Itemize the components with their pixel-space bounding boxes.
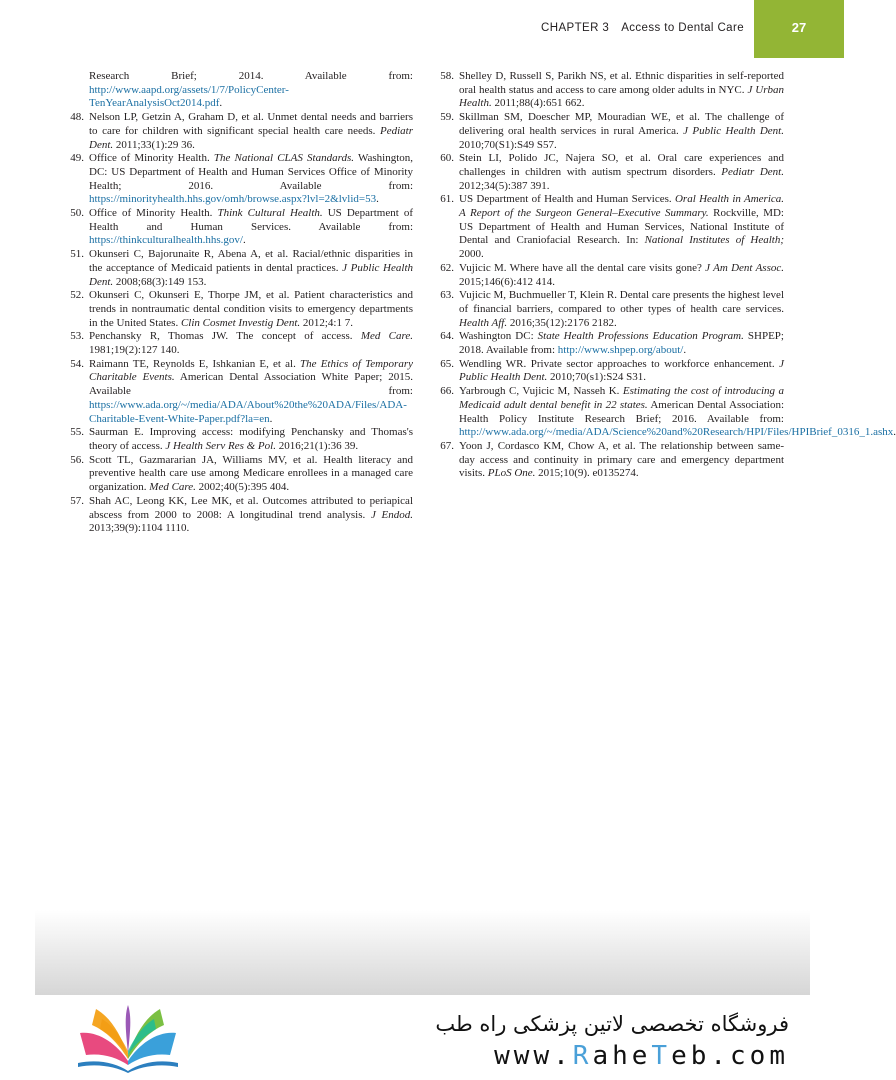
reference-text: .: [219, 97, 223, 110]
reference-text: .: [376, 193, 379, 206]
reference-journal: J Public Health Dent.: [89, 261, 413, 288]
reference-entry: [436, 358, 784, 385]
reference-text: Rockville, MD: US Department of Health and Human Services, National Institute of Dental and Craniofacial Research. In:: [459, 207, 784, 247]
reference-number: 67.: [440, 439, 454, 452]
page-number: 27: [791, 20, 807, 35]
reference-entry: [66, 426, 413, 453]
references-column-right: [436, 70, 896, 481]
reference-text: Raimann TE, Reynolds E, Ishkanian E, et al.: [89, 357, 301, 370]
reference-journal: Med Care.: [360, 330, 414, 343]
reference-number: 49.: [70, 152, 84, 165]
page-header: [0, 0, 844, 58]
reference-text: .: [269, 412, 273, 425]
reference-text: American Dental Association White Paper; 2015. Available from:: [89, 371, 413, 398]
reference-entry: [436, 440, 784, 481]
reference-link[interactable]: http://www.aapd.org/assets/1/7/PolicyCenter-TenYearAnalysisOct2014.pdf: [89, 83, 289, 110]
reference-text: Skillman SM, Doescher MP, Mouradian WE, et al. The challenge of delivering oral health services in rural America.: [459, 111, 784, 137]
reference-text: Okunseri C, Bajorunaite R, Abena A, et al. Racial/ethnic disparities in the acceptance of Medicaid patients in dental practices.: [89, 248, 413, 274]
reference-journal: Med Care.: [149, 481, 196, 494]
reference-text: 2015;146(6):412 414.: [459, 275, 555, 288]
reference-text: .: [893, 426, 896, 439]
reference-number: 52.: [70, 289, 84, 302]
reference-text: Okunseri C, Okunseri E, Thorpe JM, et al. Patient characteristics and trends in nontraumatic dental condition visits to emergency departments in the United States.: [89, 289, 413, 329]
reference-journal: J Public Health Dent.: [459, 357, 784, 384]
reference-text: Yarbrough C, Vujicic M, Nasseh K.: [459, 385, 623, 398]
reference-journal: PLoS One.: [487, 467, 536, 480]
reference-text: 2016;35(12):2176 2182.: [507, 316, 617, 329]
reference-entry: [66, 111, 413, 152]
references-column-left: [66, 70, 413, 536]
reference-number: 60.: [440, 152, 454, 165]
reference-journal: Clin Cosmet Investig Dent.: [180, 316, 301, 329]
site-letter-r: R: [572, 1041, 593, 1071]
reference-text: Penchansky R, Thomas JW. The concept of access.: [89, 330, 361, 343]
reference-entry: [436, 330, 784, 357]
reference-number: 61.: [440, 193, 454, 206]
reference-text: Wendling WR. Private sector approaches to workforce enhancement.: [459, 357, 780, 370]
reference-text: Yoon J, Cordasco KM, Chow A, et al. The relationship between same-day access and continuity in primary care and emergency department visits.: [459, 439, 784, 480]
reference-journal: Pediatr Dent.: [721, 165, 784, 178]
reference-entry: [66, 70, 413, 111]
reference-link[interactable]: https://www.ada.org/~/media/ADA/About%20the%20ADA/Files/ADA-Charitable-Event-White-Paper.pdf?la=en: [89, 398, 407, 425]
reference-entry: [436, 152, 784, 193]
reference-link[interactable]: http://www.shpep.org/about/: [557, 344, 684, 357]
reference-number: 56.: [70, 453, 84, 466]
reference-text: 1981;19(2):127 140.: [89, 344, 180, 357]
reference-entry: [66, 289, 413, 330]
watermark-footer: [0, 995, 844, 1080]
reference-journal: Think Cultural Health.: [217, 207, 323, 220]
reference-journal: Health Aff.: [459, 316, 508, 329]
reference-text: 2011;88(4):651 662.: [491, 97, 585, 110]
reference-link[interactable]: https://minorityhealth.hhs.gov/omh/browse.aspx?lvl=2&lvlid=53: [89, 193, 377, 206]
reference-journal: J Endod.: [370, 508, 414, 521]
reference-number: 51.: [70, 248, 84, 261]
reference-entry: [66, 207, 413, 248]
reference-text: 2000.: [459, 248, 484, 261]
reference-text: Office of Minority Health.: [89, 152, 214, 165]
reference-number: 57.: [70, 494, 84, 507]
reference-number: 59.: [440, 111, 454, 124]
reference-entry: [436, 193, 784, 262]
reference-text: Shah AC, Leong KK, Lee MK, et al. Outcomes attributed to periapical abscess from 2000 to 2008: A longitudinal trend analysis.: [89, 494, 413, 521]
reference-text: Shelley D, Russell S, Parikh NS, et al. Ethnic disparities in self-reported oral health status and access to care among older adults in NYC.: [459, 70, 784, 96]
reference-text: 2002;40(5):395 404.: [195, 481, 290, 494]
reference-journal: J Public Health Dent.: [683, 124, 784, 137]
reference-text: US Department of Health and Human Services.: [459, 193, 675, 206]
reference-journal: Estimating the cost of introducing a Medicaid adult dental benefit in 22 states.: [459, 385, 784, 411]
reference-text: Nelson LP, Getzin A, Graham D, et al. Unmet dental needs and barriers to care for children with significant special health care needs.: [89, 111, 413, 137]
reference-entry: [436, 70, 784, 111]
reference-number: 55.: [70, 426, 84, 439]
chapter-label: CHAPTER 3: [541, 22, 610, 34]
reference-text: 2015;10(9). e0135274.: [535, 467, 639, 480]
reference-entry: [66, 152, 413, 207]
reference-journal: J Am Dent Assoc.: [705, 261, 784, 274]
open-book-icon: [76, 1003, 180, 1073]
section-title: Access to Dental Care: [621, 22, 744, 34]
reference-entry: [66, 495, 413, 536]
site-part-eb: eb: [671, 1041, 711, 1071]
reference-text: American Dental Association: Health Policy Institute Research Brief; 2016. Available from:: [459, 398, 784, 425]
reference-text: Vujicic M, Buchmueller T, Klein R. Dental care presents the highest level of financial barriers, compared to other types of health care services.: [459, 289, 784, 315]
reference-number: 66.: [440, 385, 454, 398]
reference-number: 50.: [70, 207, 84, 220]
reference-number: 62.: [440, 261, 454, 274]
reference-text: .: [242, 234, 246, 247]
reference-text: Saurman E. Improving access: modifying Penchansky and Thomas's theory of access.: [89, 426, 413, 452]
reference-text: 2011;33(1):29 36.: [113, 138, 195, 151]
reference-journal: The National CLAS Standards.: [213, 152, 355, 165]
reference-entry: [436, 262, 784, 289]
reference-journal: National Institutes of Health;: [644, 234, 785, 247]
reference-number: 64.: [440, 330, 454, 343]
reference-journal: Pediatr Dent.: [89, 124, 413, 151]
reference-number: 54.: [70, 357, 84, 370]
reference-entry: [66, 358, 413, 427]
reference-text: Washington DC:: [459, 330, 538, 343]
reference-journal: J Urban Health.: [459, 83, 784, 110]
reference-journal: State Health Professions Education Program.: [537, 330, 744, 343]
page-number-box: [754, 0, 844, 58]
running-head: [541, 22, 744, 34]
reference-text: Stein LI, Polido JC, Najera SO, et al. Oral care experiences and challenges in children with autism spectrum disorders.: [459, 152, 784, 178]
reference-text: Scott TL, Gazmararian JA, Williams MV, et al. Health literacy and preventive health care use among Medicare enrollees in a managed care organization.: [89, 453, 413, 494]
reference-entry: [436, 111, 784, 152]
reference-link[interactable]: https://thinkculturalhealth.hhs.gov/: [89, 234, 243, 247]
reference-number: 48.: [70, 111, 84, 124]
reference-number: 63.: [440, 289, 454, 302]
reference-journal: Oral Health in America. A Report of the Surgeon General–Executive Summary.: [459, 193, 785, 220]
reference-number: 65.: [440, 357, 454, 370]
reference-entry: [66, 248, 413, 289]
reference-link[interactable]: http://www.ada.org/~/media/ADA/Science%20and%20Research/HPI/Files/HPIBrief_0316_1.ashx: [459, 426, 894, 439]
reference-text: 2012;34(5):387 391.: [459, 179, 550, 192]
site-suffix: .com: [710, 1041, 789, 1071]
reference-number: 53.: [70, 330, 84, 343]
website-url: [494, 1041, 789, 1071]
reference-text: 2008;68(3):149 153.: [113, 275, 207, 288]
reference-text: Research Brief; 2014. Available from:: [89, 70, 413, 82]
reference-text: SHPEP; 2018. Available from:: [459, 330, 784, 357]
reference-text: .: [683, 344, 687, 357]
reference-text: 2010;70(s1):S24 S31.: [547, 371, 647, 384]
reference-number: 58.: [440, 70, 454, 82]
reference-text: Washington, DC: US Department of Health and Human Services Office of Minority Health; 2016. Available from:: [89, 152, 414, 192]
reference-text: 2012;4:1 7.: [300, 316, 353, 329]
site-prefix: www.: [494, 1041, 573, 1071]
store-name: فروشگاه تخصصی لاتین پزشکی راه طب: [435, 1012, 789, 1036]
reference-text: 2010;70(S1):S49 S57.: [459, 138, 557, 151]
site-part-ahe: ahe: [592, 1041, 652, 1071]
reference-journal: J Health Serv Res & Pol.: [165, 439, 276, 452]
reference-entry: [66, 330, 413, 357]
reference-entry: [436, 385, 896, 440]
reference-entry: [436, 289, 784, 330]
reference-text: 2013;39(9):1104 1110.: [89, 522, 190, 535]
reference-text: Office of Minority Health.: [89, 207, 218, 220]
site-letter-t: T: [651, 1041, 672, 1071]
reference-text: 2016;21(1):36 39.: [275, 439, 359, 452]
footer-shadow-band: [35, 910, 810, 995]
reference-text: Vujicic M. Where have all the dental care visits gone?: [459, 261, 706, 274]
reference-text: US Department of Health and Human Services. Available from:: [89, 207, 413, 233]
reference-entry: [66, 454, 413, 495]
reference-journal: The Ethics of Temporary Charitable Events.: [89, 357, 413, 384]
